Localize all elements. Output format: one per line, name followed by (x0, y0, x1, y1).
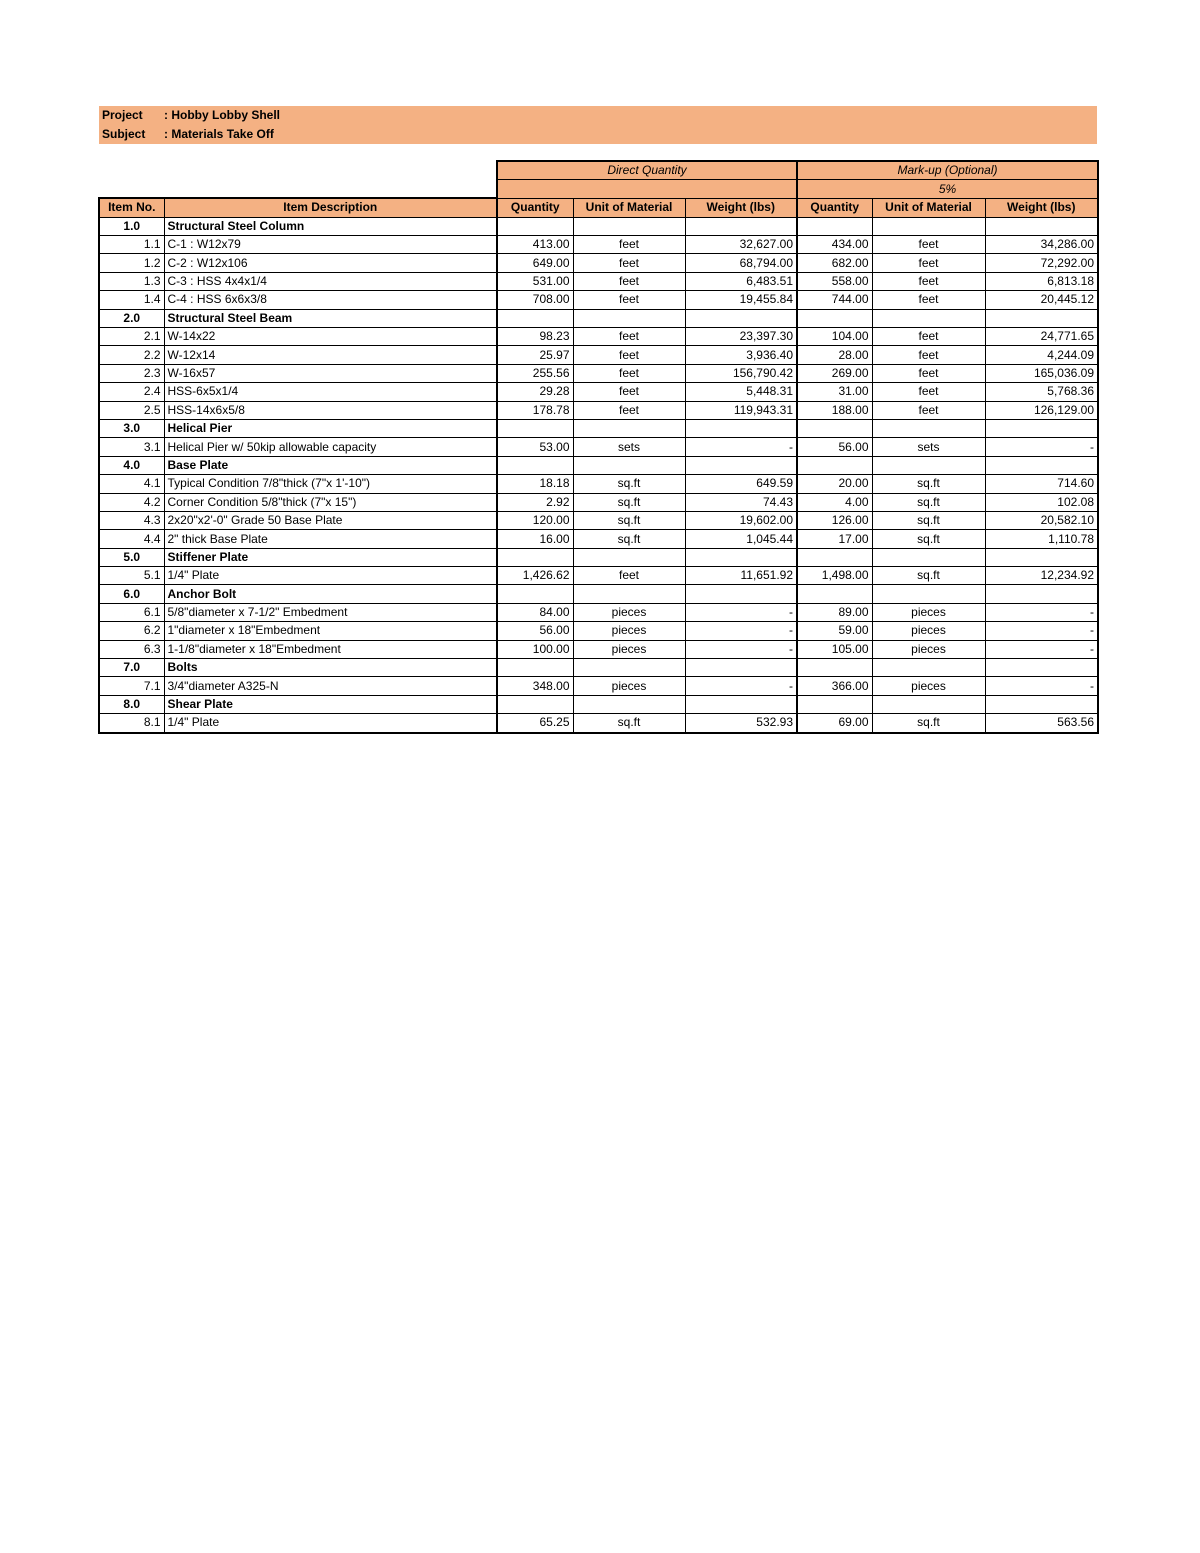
table-row (99, 640, 1098, 658)
table-row (99, 511, 1098, 529)
weight-cell: 3,936.40 (685, 346, 797, 364)
quantity-cell: 84.00 (497, 603, 573, 621)
markup-weight-cell: 1,110.78 (985, 530, 1098, 548)
unit-cell: feet (573, 236, 685, 254)
quantity-cell (497, 217, 573, 235)
quantity-cell: 178.78 (497, 401, 573, 419)
markup-weight-cell: 563.56 (985, 714, 1098, 733)
quantity-cell (497, 456, 573, 474)
markup-quantity-cell (797, 585, 872, 603)
quantity-cell: 413.00 (497, 236, 573, 254)
markup-quantity-cell: 56.00 (797, 438, 872, 456)
weight-cell: 11,651.92 (685, 567, 797, 585)
item-description-cell: Base Plate (164, 456, 497, 474)
section-row (99, 548, 1098, 566)
quantity-cell: 53.00 (497, 438, 573, 456)
item-no-cell: 6.1 (99, 603, 164, 621)
table-row (99, 272, 1098, 290)
quantity-cell: 1,426.62 (497, 567, 573, 585)
markup-weight-cell: 4,244.09 (985, 346, 1098, 364)
markup-unit-cell (872, 309, 985, 327)
unit-cell: feet (573, 291, 685, 309)
unit-cell: feet (573, 254, 685, 272)
item-description-cell: Structural Steel Beam (164, 309, 497, 327)
weight-cell (685, 548, 797, 566)
table-row (99, 328, 1098, 346)
markup-unit-cell (872, 456, 985, 474)
table-row (99, 236, 1098, 254)
markup-weight-cell (985, 659, 1098, 677)
item-no-cell: 3.1 (99, 438, 164, 456)
table-row (99, 291, 1098, 309)
item-description-cell: 2x20"x2'-0" Grade 50 Base Plate (164, 511, 497, 529)
markup-weight-cell (985, 585, 1098, 603)
table-row (99, 383, 1098, 401)
item-no-cell: 2.3 (99, 364, 164, 382)
table-row (99, 438, 1098, 456)
item-no-cell: 2.2 (99, 346, 164, 364)
markup-quantity-cell (797, 659, 872, 677)
markup-unit-cell (872, 585, 985, 603)
quantity-cell: 25.97 (497, 346, 573, 364)
markup-unit-cell: sets (872, 438, 985, 456)
markup-unit-cell: feet (872, 254, 985, 272)
unit-cell: pieces (573, 603, 685, 621)
markup-unit-cell: sq.ft (872, 530, 985, 548)
quantity-cell (497, 695, 573, 713)
markup-unit-cell (872, 419, 985, 437)
markup-unit-cell (872, 548, 985, 566)
weight-cell: 532.93 (685, 714, 797, 733)
weight-cell (685, 659, 797, 677)
markup-unit-cell: pieces (872, 622, 985, 640)
weight-cell: - (685, 438, 797, 456)
markup-quantity-cell: 17.00 (797, 530, 872, 548)
table-row (99, 493, 1098, 511)
markup-weight-cell: 6,813.18 (985, 272, 1098, 290)
col-item-description: Item Description (164, 198, 497, 217)
markup-quantity-cell: 1,498.00 (797, 567, 872, 585)
markup-quantity-cell: 59.00 (797, 622, 872, 640)
item-description-cell: W-16x57 (164, 364, 497, 382)
item-description-cell: W-14x22 (164, 328, 497, 346)
item-description-cell: Shear Plate (164, 695, 497, 713)
item-no-cell: 4.2 (99, 493, 164, 511)
unit-cell (573, 695, 685, 713)
item-no-cell: 2.1 (99, 328, 164, 346)
item-no-cell: 1.0 (99, 217, 164, 235)
markup-quantity-cell: 20.00 (797, 475, 872, 493)
markup-quantity-cell (797, 695, 872, 713)
markup-unit-cell: feet (872, 364, 985, 382)
markup-unit-cell: sq.ft (872, 511, 985, 529)
markup-unit-cell: pieces (872, 603, 985, 621)
item-no-cell: 8.0 (99, 695, 164, 713)
markup-weight-cell: 714.60 (985, 475, 1098, 493)
item-description-cell: Structural Steel Column (164, 217, 497, 235)
markup-group: Mark-up (Optional) (797, 161, 1098, 180)
section-row (99, 419, 1098, 437)
item-no-cell: 8.1 (99, 714, 164, 733)
unit-cell: sq.ft (573, 714, 685, 733)
quantity-cell: 649.00 (497, 254, 573, 272)
item-description-cell: 2" thick Base Plate (164, 530, 497, 548)
markup-weight-cell: 20,445.12 (985, 291, 1098, 309)
quantity-cell (497, 309, 573, 327)
quantity-cell: 100.00 (497, 640, 573, 658)
unit-cell (573, 659, 685, 677)
markup-unit-cell (872, 217, 985, 235)
weight-cell: 68,794.00 (685, 254, 797, 272)
markup-weight-cell: - (985, 677, 1098, 695)
item-description-cell: Helical Pier w/ 50kip allowable capacity (164, 438, 497, 456)
markup-unit-cell: feet (872, 328, 985, 346)
item-no-cell: 4.4 (99, 530, 164, 548)
weight-cell: - (685, 622, 797, 640)
quantity-cell: 65.25 (497, 714, 573, 733)
markup-unit-cell (872, 695, 985, 713)
item-description-cell: 3/4"diameter A325-N (164, 677, 497, 695)
section-row (99, 217, 1098, 235)
weight-cell (685, 419, 797, 437)
unit-cell: feet (573, 401, 685, 419)
weight-cell (685, 217, 797, 235)
markup-weight-cell: 72,292.00 (985, 254, 1098, 272)
quantity-cell: 120.00 (497, 511, 573, 529)
markup-percent: 5% (797, 180, 1098, 198)
table-row (99, 401, 1098, 419)
section-row (99, 695, 1098, 713)
table-row (99, 346, 1098, 364)
item-description-cell: 1-1/8"diameter x 18"Embedment (164, 640, 497, 658)
quantity-cell: 708.00 (497, 291, 573, 309)
markup-unit-cell: pieces (872, 640, 985, 658)
weight-cell: - (685, 640, 797, 658)
weight-cell: 6,483.51 (685, 272, 797, 290)
markup-unit-cell: feet (872, 236, 985, 254)
section-row (99, 659, 1098, 677)
item-no-cell: 6.2 (99, 622, 164, 640)
markup-quantity-cell: 28.00 (797, 346, 872, 364)
weight-cell (685, 695, 797, 713)
item-no-cell: 5.0 (99, 548, 164, 566)
unit-cell (573, 419, 685, 437)
col-markup-quantity: Quantity (797, 198, 872, 217)
project-header (99, 106, 1097, 144)
markup-weight-cell: - (985, 640, 1098, 658)
direct-quantity-spacer (497, 180, 797, 198)
item-no-cell: 5.1 (99, 567, 164, 585)
item-no-cell: 4.1 (99, 475, 164, 493)
table-row (99, 677, 1098, 695)
unit-cell: feet (573, 272, 685, 290)
item-no-cell: 6.0 (99, 585, 164, 603)
item-no-cell: 2.4 (99, 383, 164, 401)
markup-weight-cell (985, 548, 1098, 566)
quantity-cell (497, 585, 573, 603)
weight-cell: 74.43 (685, 493, 797, 511)
markup-unit-cell: pieces (872, 677, 985, 695)
markup-unit-cell: feet (872, 291, 985, 309)
weight-cell: 23,397.30 (685, 328, 797, 346)
quantity-cell: 18.18 (497, 475, 573, 493)
markup-weight-cell: 24,771.65 (985, 328, 1098, 346)
markup-quantity-cell: 4.00 (797, 493, 872, 511)
markup-weight-cell (985, 456, 1098, 474)
quantity-cell (497, 548, 573, 566)
markup-weight-cell: 34,286.00 (985, 236, 1098, 254)
item-description-cell: 1"diameter x 18"Embedment (164, 622, 497, 640)
col-markup-weight: Weight (lbs) (985, 198, 1098, 217)
project-value: : Hobby Lobby Shell (164, 108, 280, 122)
item-description-cell: C-1 : W12x79 (164, 236, 497, 254)
markup-weight-cell: 5,768.36 (985, 383, 1098, 401)
markup-unit-cell: sq.ft (872, 567, 985, 585)
unit-cell: feet (573, 346, 685, 364)
item-description-cell: Corner Condition 5/8"thick (7"x 15") (164, 493, 497, 511)
section-row (99, 456, 1098, 474)
table-row (99, 714, 1098, 733)
col-quantity: Quantity (497, 198, 573, 217)
table-row (99, 254, 1098, 272)
quantity-cell: 98.23 (497, 328, 573, 346)
quantity-cell: 56.00 (497, 622, 573, 640)
item-no-cell: 2.0 (99, 309, 164, 327)
col-markup-unit: Unit of Material (872, 198, 985, 217)
unit-cell: sq.ft (573, 530, 685, 548)
item-description-cell: W-12x14 (164, 346, 497, 364)
markup-quantity-cell: 69.00 (797, 714, 872, 733)
markup-quantity-cell (797, 548, 872, 566)
unit-cell: feet (573, 567, 685, 585)
unit-cell: sq.ft (573, 511, 685, 529)
weight-cell: 19,455.84 (685, 291, 797, 309)
col-unit: Unit of Material (573, 198, 685, 217)
unit-cell (573, 217, 685, 235)
weight-cell: 1,045.44 (685, 530, 797, 548)
markup-quantity-cell: 269.00 (797, 364, 872, 382)
unit-cell: feet (573, 328, 685, 346)
markup-quantity-cell: 104.00 (797, 328, 872, 346)
quantity-cell: 2.92 (497, 493, 573, 511)
quantity-cell: 16.00 (497, 530, 573, 548)
weight-cell: 5,448.31 (685, 383, 797, 401)
markup-weight-cell (985, 419, 1098, 437)
quantity-cell (497, 659, 573, 677)
item-description-cell: Helical Pier (164, 419, 497, 437)
unit-cell: pieces (573, 640, 685, 658)
item-no-cell: 1.2 (99, 254, 164, 272)
item-description-cell: C-4 : HSS 6x6x3/8 (164, 291, 497, 309)
markup-weight-cell: - (985, 603, 1098, 621)
table-row (99, 530, 1098, 548)
table-row (99, 364, 1098, 382)
markup-unit-cell: feet (872, 346, 985, 364)
table-row (99, 622, 1098, 640)
markup-quantity-cell: 126.00 (797, 511, 872, 529)
item-no-cell: 1.4 (99, 291, 164, 309)
unit-cell: pieces (573, 622, 685, 640)
subject-value: : Materials Take Off (164, 127, 274, 141)
markup-quantity-cell (797, 419, 872, 437)
item-description-cell: 5/8"diameter x 7-1/2" Embedment (164, 603, 497, 621)
item-description-cell: HSS-14x6x5/8 (164, 401, 497, 419)
unit-cell: feet (573, 364, 685, 382)
unit-cell (573, 548, 685, 566)
col-weight: Weight (lbs) (685, 198, 797, 217)
weight-cell (685, 585, 797, 603)
markup-quantity-cell: 31.00 (797, 383, 872, 401)
unit-cell (573, 309, 685, 327)
subject-label: Subject (102, 127, 146, 141)
weight-cell: 649.59 (685, 475, 797, 493)
quantity-cell (497, 419, 573, 437)
item-description-cell: HSS-6x5x1/4 (164, 383, 497, 401)
materials-takeoff-table (98, 160, 1099, 734)
markup-weight-cell (985, 695, 1098, 713)
col-item-no: Item No. (99, 198, 164, 217)
item-no-cell: 3.0 (99, 419, 164, 437)
quantity-cell: 531.00 (497, 272, 573, 290)
weight-cell: 32,627.00 (685, 236, 797, 254)
quantity-cell: 348.00 (497, 677, 573, 695)
item-no-cell: 7.0 (99, 659, 164, 677)
weight-cell (685, 456, 797, 474)
item-description-cell: Anchor Bolt (164, 585, 497, 603)
project-row (102, 106, 280, 125)
table-row (99, 475, 1098, 493)
markup-quantity-cell: 434.00 (797, 236, 872, 254)
markup-quantity-cell: 744.00 (797, 291, 872, 309)
section-row (99, 309, 1098, 327)
section-row (99, 585, 1098, 603)
item-description-cell: C-2 : W12x106 (164, 254, 497, 272)
markup-weight-cell: 20,582.10 (985, 511, 1098, 529)
table-row (99, 603, 1098, 621)
quantity-cell: 29.28 (497, 383, 573, 401)
markup-quantity-cell: 682.00 (797, 254, 872, 272)
markup-quantity-cell (797, 309, 872, 327)
item-no-cell: 1.3 (99, 272, 164, 290)
markup-weight-cell: - (985, 438, 1098, 456)
item-no-cell: 4.3 (99, 511, 164, 529)
markup-weight-cell: 126,129.00 (985, 401, 1098, 419)
weight-cell: 156,790.42 (685, 364, 797, 382)
item-description-cell: Bolts (164, 659, 497, 677)
item-description-cell: 1/4" Plate (164, 567, 497, 585)
unit-cell (573, 585, 685, 603)
item-no-cell: 7.1 (99, 677, 164, 695)
markup-weight-cell: 12,234.92 (985, 567, 1098, 585)
quantity-cell: 255.56 (497, 364, 573, 382)
markup-unit-cell: sq.ft (872, 493, 985, 511)
unit-cell: feet (573, 383, 685, 401)
markup-weight-cell: 165,036.09 (985, 364, 1098, 382)
item-no-cell: 6.3 (99, 640, 164, 658)
item-no-cell: 2.5 (99, 401, 164, 419)
weight-cell: - (685, 677, 797, 695)
weight-cell (685, 309, 797, 327)
item-no-cell: 1.1 (99, 236, 164, 254)
markup-quantity-cell: 188.00 (797, 401, 872, 419)
markup-weight-cell (985, 217, 1098, 235)
unit-cell: pieces (573, 677, 685, 695)
item-description-cell: 1/4" Plate (164, 714, 497, 733)
markup-quantity-cell: 366.00 (797, 677, 872, 695)
markup-quantity-cell: 89.00 (797, 603, 872, 621)
unit-cell: sets (573, 438, 685, 456)
column-header-row (99, 198, 1098, 217)
markup-weight-cell: 102.08 (985, 493, 1098, 511)
markup-weight-cell: - (985, 622, 1098, 640)
subject-row (102, 125, 274, 144)
markup-unit-cell: sq.ft (872, 475, 985, 493)
markup-unit-cell: feet (872, 401, 985, 419)
markup-unit-cell: feet (872, 383, 985, 401)
unit-cell: sq.ft (573, 475, 685, 493)
markup-weight-cell (985, 309, 1098, 327)
item-description-cell: Stiffener Plate (164, 548, 497, 566)
project-label: Project (102, 108, 143, 122)
table-row (99, 567, 1098, 585)
markup-quantity-cell: 105.00 (797, 640, 872, 658)
unit-cell (573, 456, 685, 474)
markup-unit-cell: sq.ft (872, 714, 985, 733)
markup-unit-cell (872, 659, 985, 677)
markup-quantity-cell (797, 456, 872, 474)
markup-quantity-cell (797, 217, 872, 235)
direct-quantity-group: Direct Quantity (497, 161, 797, 180)
weight-cell: 119,943.31 (685, 401, 797, 419)
unit-cell: sq.ft (573, 493, 685, 511)
weight-cell: 19,602.00 (685, 511, 797, 529)
item-no-cell: 4.0 (99, 456, 164, 474)
markup-quantity-cell: 558.00 (797, 272, 872, 290)
markup-unit-cell: feet (872, 272, 985, 290)
weight-cell: - (685, 603, 797, 621)
item-description-cell: Typical Condition 7/8"thick (7"x 1'-10") (164, 475, 497, 493)
item-description-cell: C-3 : HSS 4x4x1/4 (164, 272, 497, 290)
